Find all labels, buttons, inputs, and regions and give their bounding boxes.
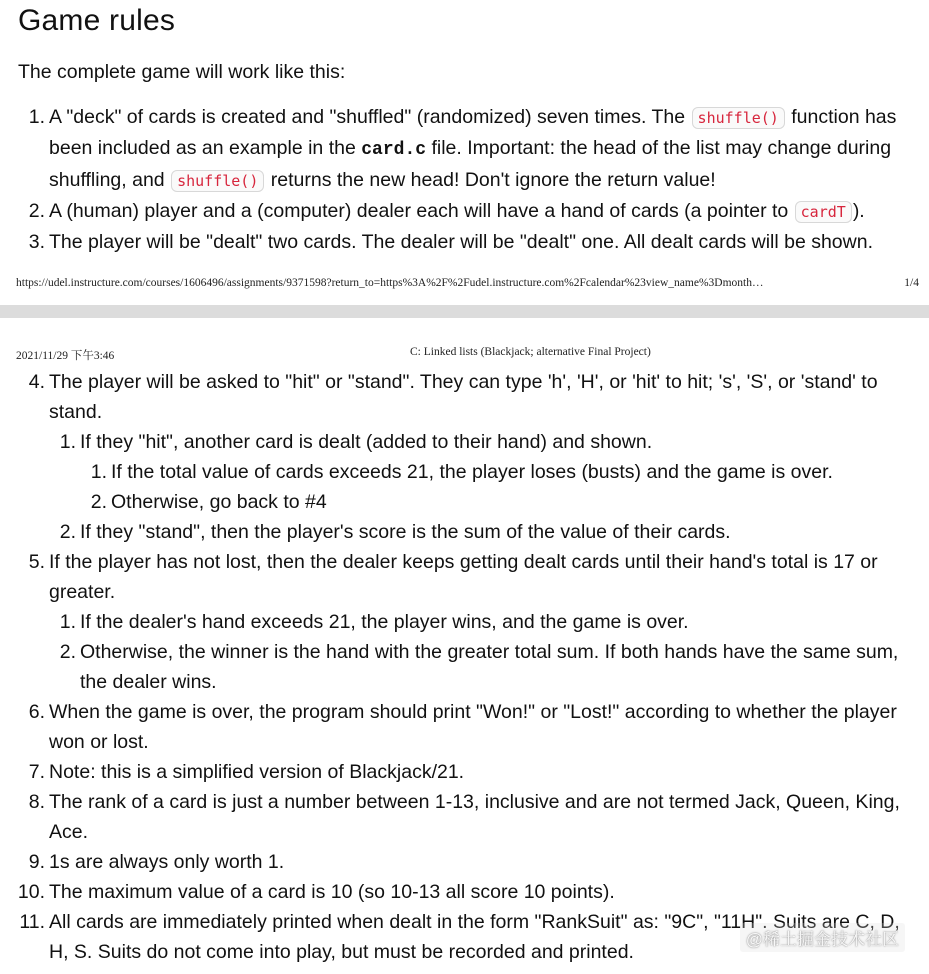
- list-item-number: 1.: [90, 461, 107, 483]
- list-item: 10. The maximum value of a card is 10 (so 10-13 all score 10 points).: [0, 877, 910, 907]
- list-item-number: 2.: [59, 521, 76, 543]
- rules-list-part-2: [0, 367, 910, 967]
- sub-sub-list-item: 2. Otherwise, go back to #4: [0, 487, 910, 517]
- inline-code: cardT: [795, 201, 852, 223]
- list-item-number: 1.: [59, 431, 76, 453]
- list-item: 2. A (human) player and a (computer) dealer each will have a hand of cards (a pointer to cardT ).: [0, 196, 918, 227]
- sub-list-item: 1. If the dealer's hand exceeds 21, the player wins, and the game is over.: [0, 607, 910, 637]
- rules-list-part-1: [0, 102, 918, 257]
- list-item: 8. The rank of a card is just a number between 1-13, inclusive and are not termed Jack, Queen, King, Ace.: [0, 787, 910, 847]
- header-title: C: Linked lists (Blackjack; alternative Final Project): [410, 346, 651, 358]
- list-item-number: 1.: [59, 611, 76, 633]
- watermark: @稀土掘金技术社区: [740, 923, 905, 952]
- list-item: 3. The player will be "dealt" two cards. The dealer will be "dealt" one. All dealt cards will be shown.: [0, 227, 918, 257]
- list-item-number: 10.: [17, 881, 45, 903]
- list-item-number: 9.: [28, 851, 45, 873]
- list-item: 1. A "deck" of cards is created and "shuffled" (randomized) seven times. The shuffle() function has been included as an example in the card.c file. Important: the head of the list may change during shuffling, and shuffle() returns the new head! Don't ignore the return value!: [0, 102, 918, 196]
- inline-code: shuffle(): [692, 107, 785, 129]
- list-item-number: 2.: [59, 641, 76, 663]
- sub-sub-list-item: 1. If the total value of cards exceeds 21, the player loses (busts) and the game is over.: [0, 457, 910, 487]
- list-item: 4. The player will be asked to "hit" or "stand". They can type 'h', 'H', or 'hit' to hit; 's', 'S', or 'stand' to stand.: [0, 367, 910, 427]
- list-item-number: 3.: [28, 231, 45, 253]
- page-separator: [0, 305, 929, 318]
- header-date: 2021/11/29 下午3:46: [16, 350, 115, 362]
- pdf-page-1: [0, 0, 929, 305]
- list-item-number: 2.: [90, 491, 107, 513]
- inline-code: shuffle(): [171, 170, 264, 192]
- sub-list-item: 2. Otherwise, the winner is the hand with the greater total sum. If both hands have the same sum, the dealer wins.: [0, 637, 910, 697]
- list-item-number: 1.: [28, 106, 45, 128]
- list-item-number: 2.: [28, 200, 45, 222]
- intro-text: The complete game will work like this:: [18, 61, 346, 83]
- sub-list-item: 2. If they "stand", then the player's score is the sum of the value of their cards.: [0, 517, 910, 547]
- list-item-number: 6.: [28, 701, 45, 723]
- list-item: 6. When the game is over, the program should print "Won!" or "Lost!" according to whether the player won or lost.: [0, 697, 910, 757]
- list-item: 11. All cards are immediately printed when dealt in the form "RankSuit" as: "9C", "11H". Suits are C, D, H, S. Suits do not come into play, but must be recorded and printed.: [0, 907, 910, 967]
- list-item-number: 4.: [28, 371, 45, 393]
- footer-url[interactable]: https://udel.instructure.com/courses/1606496/assignments/9371598?return_to=https%3A%2F%2Fudel.instructure.com%2Fcalendar%23view_name%3Dmonth…: [16, 277, 764, 289]
- inline-code-filename: card.c: [361, 140, 427, 160]
- pdf-page-2: [0, 318, 929, 974]
- list-item-number: 11.: [19, 911, 45, 933]
- page-title: Game rules: [18, 4, 176, 37]
- list-item-number: 7.: [28, 761, 45, 783]
- sub-list-item: 1. If they "hit", another card is dealt (added to their hand) and shown.: [0, 427, 910, 457]
- list-item: 7. Note: this is a simplified version of Blackjack/21.: [0, 757, 910, 787]
- list-item: 5. If the player has not lost, then the dealer keeps getting dealt cards until their hand's total is 17 or greater.: [0, 547, 910, 607]
- list-item-number: 5.: [28, 551, 45, 573]
- footer-page-number: 1/4: [904, 277, 919, 289]
- list-item-number: 8.: [28, 791, 45, 813]
- list-item: 9. 1s are always only worth 1.: [0, 847, 910, 877]
